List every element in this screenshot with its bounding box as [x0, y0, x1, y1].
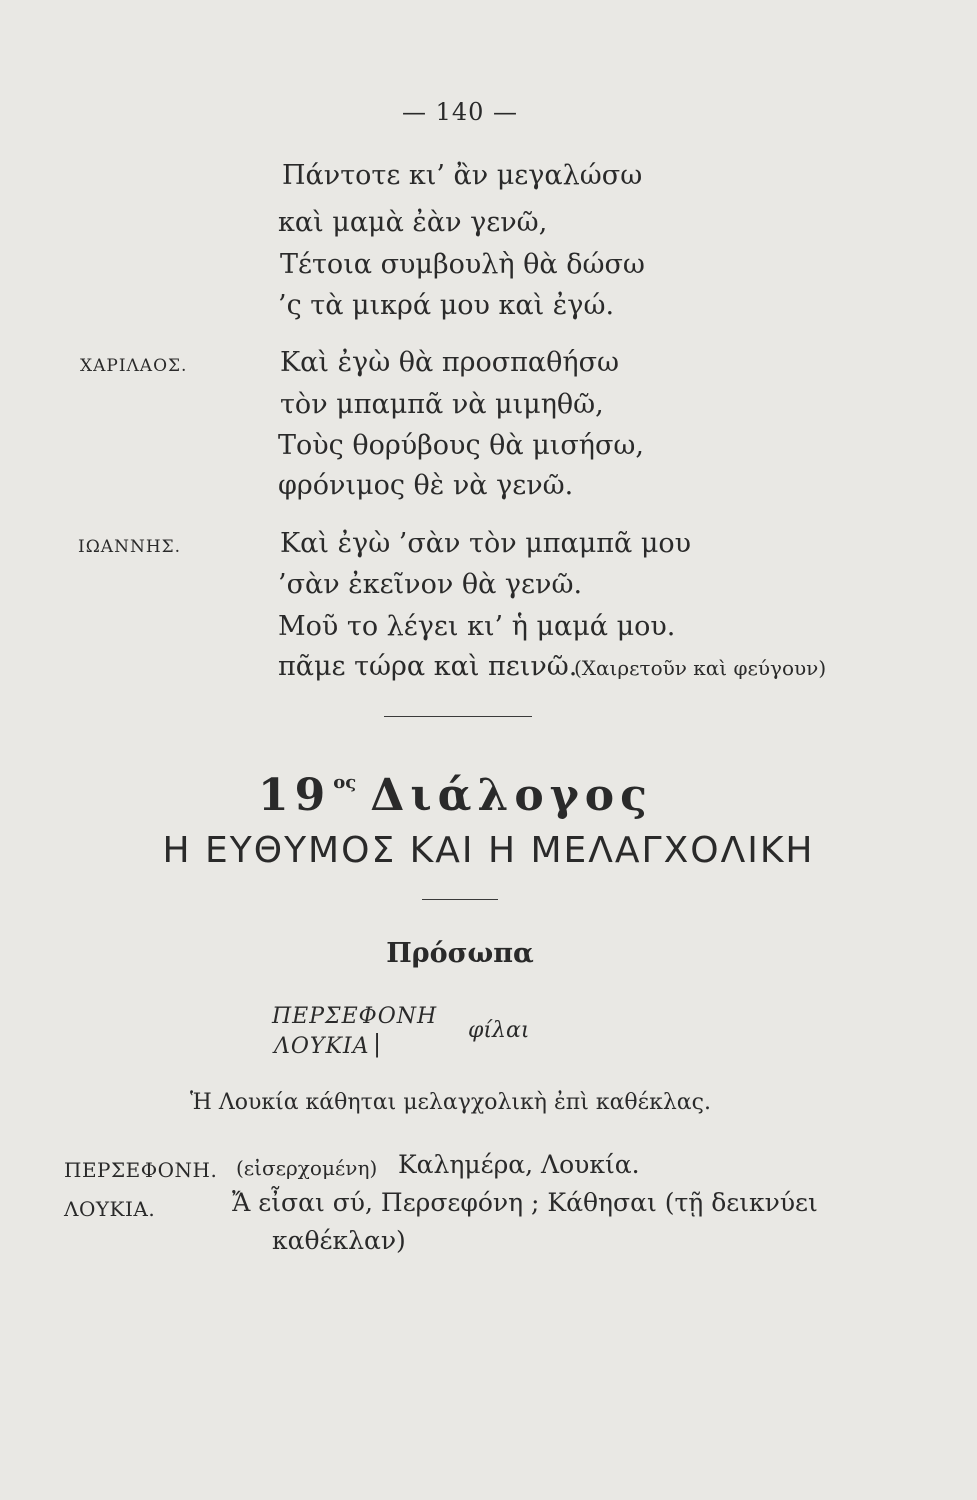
dialogue-number-suffix: ος	[333, 772, 357, 793]
verse-line: Τέτοια συμβουλὴ θὰ δώσω	[280, 249, 645, 280]
verse-line: ’ς τὰ μικρά μου καὶ ἐγώ.	[278, 290, 615, 321]
verse-line: τὸν μπαμπᾶ νὰ μιμηθῶ,	[280, 389, 604, 420]
dialogue-speaker: ΛΟΥΚΙΑ.	[64, 1197, 156, 1221]
divider	[384, 716, 532, 717]
dialogue-title: Η ΕΥΘΥΜΟΣ ΚΑΙ Η ΜΕΛΑΓΧΟΛΙΚΗ	[162, 830, 815, 871]
page-number: — 140 —	[401, 98, 519, 126]
persons-heading: Πρόσωπα	[386, 938, 534, 969]
cast-member: ΠΕΡΣΕΦΟΝΗ	[272, 1004, 438, 1029]
verse-line: καὶ μαμὰ ἐὰν γενῶ,	[278, 207, 548, 238]
verse-line: ’σὰν ἐκεῖνον θὰ γενῶ.	[278, 569, 583, 600]
cast-member: ΛΟΥΚΙΑ	[274, 1034, 370, 1059]
verse-line: Καὶ ἐγὼ θὰ προσπαθήσω	[280, 347, 620, 378]
dialogue-line: Καλημέρα, Λουκία.	[398, 1150, 640, 1179]
verse-line: Τοὺς θορύβους θὰ μισήσω,	[278, 430, 645, 461]
dialogue-word: Διάλογος	[370, 770, 653, 821]
divider	[422, 899, 498, 900]
verse-line: πᾶμε τώρα καὶ πεινῶ.	[278, 651, 578, 682]
speaker-name: ΧΑΡΙΛΑΟΣ.	[80, 356, 188, 376]
stage-direction: Ἡ Λουκία κάθηται μελαγχολικὴ ἐπὶ καθέκλας.	[190, 1090, 711, 1115]
verse-line: φρόνιμος θὲ νὰ γενῶ.	[278, 470, 574, 501]
verse-line: Πάντοτε κι’ ἂν μεγαλώσω	[282, 160, 643, 191]
stage-direction: (εἰσερχομένη)	[236, 1156, 378, 1180]
speaker-name: ΙΩΑΝΝΗΣ.	[78, 537, 182, 557]
dialogue-line-continuation: καθέκλαν)	[272, 1226, 406, 1255]
verse-line: Καὶ ἐγὼ ’σὰν τὸν μπαμπᾶ μου	[280, 528, 692, 559]
dialogue-speaker: ΠΕΡΣΕΦΟΝΗ.	[64, 1158, 218, 1182]
dialogue-line: Ἄ εἶσαι σύ, Περσεφόνη ; Κάθησαι (τῇ δεικνύει	[232, 1188, 818, 1217]
dialogue-number-heading	[258, 770, 653, 821]
brace-mark: |	[373, 1030, 382, 1058]
verse-line: Μοῦ το λέγει κι’ ἡ μαμά μου.	[278, 611, 676, 642]
cast-note: φίλαι	[468, 1018, 530, 1043]
dialogue-number: 19	[258, 770, 332, 821]
stage-direction: (Χαιρετοῦν καὶ φεύγουν)	[574, 656, 827, 680]
